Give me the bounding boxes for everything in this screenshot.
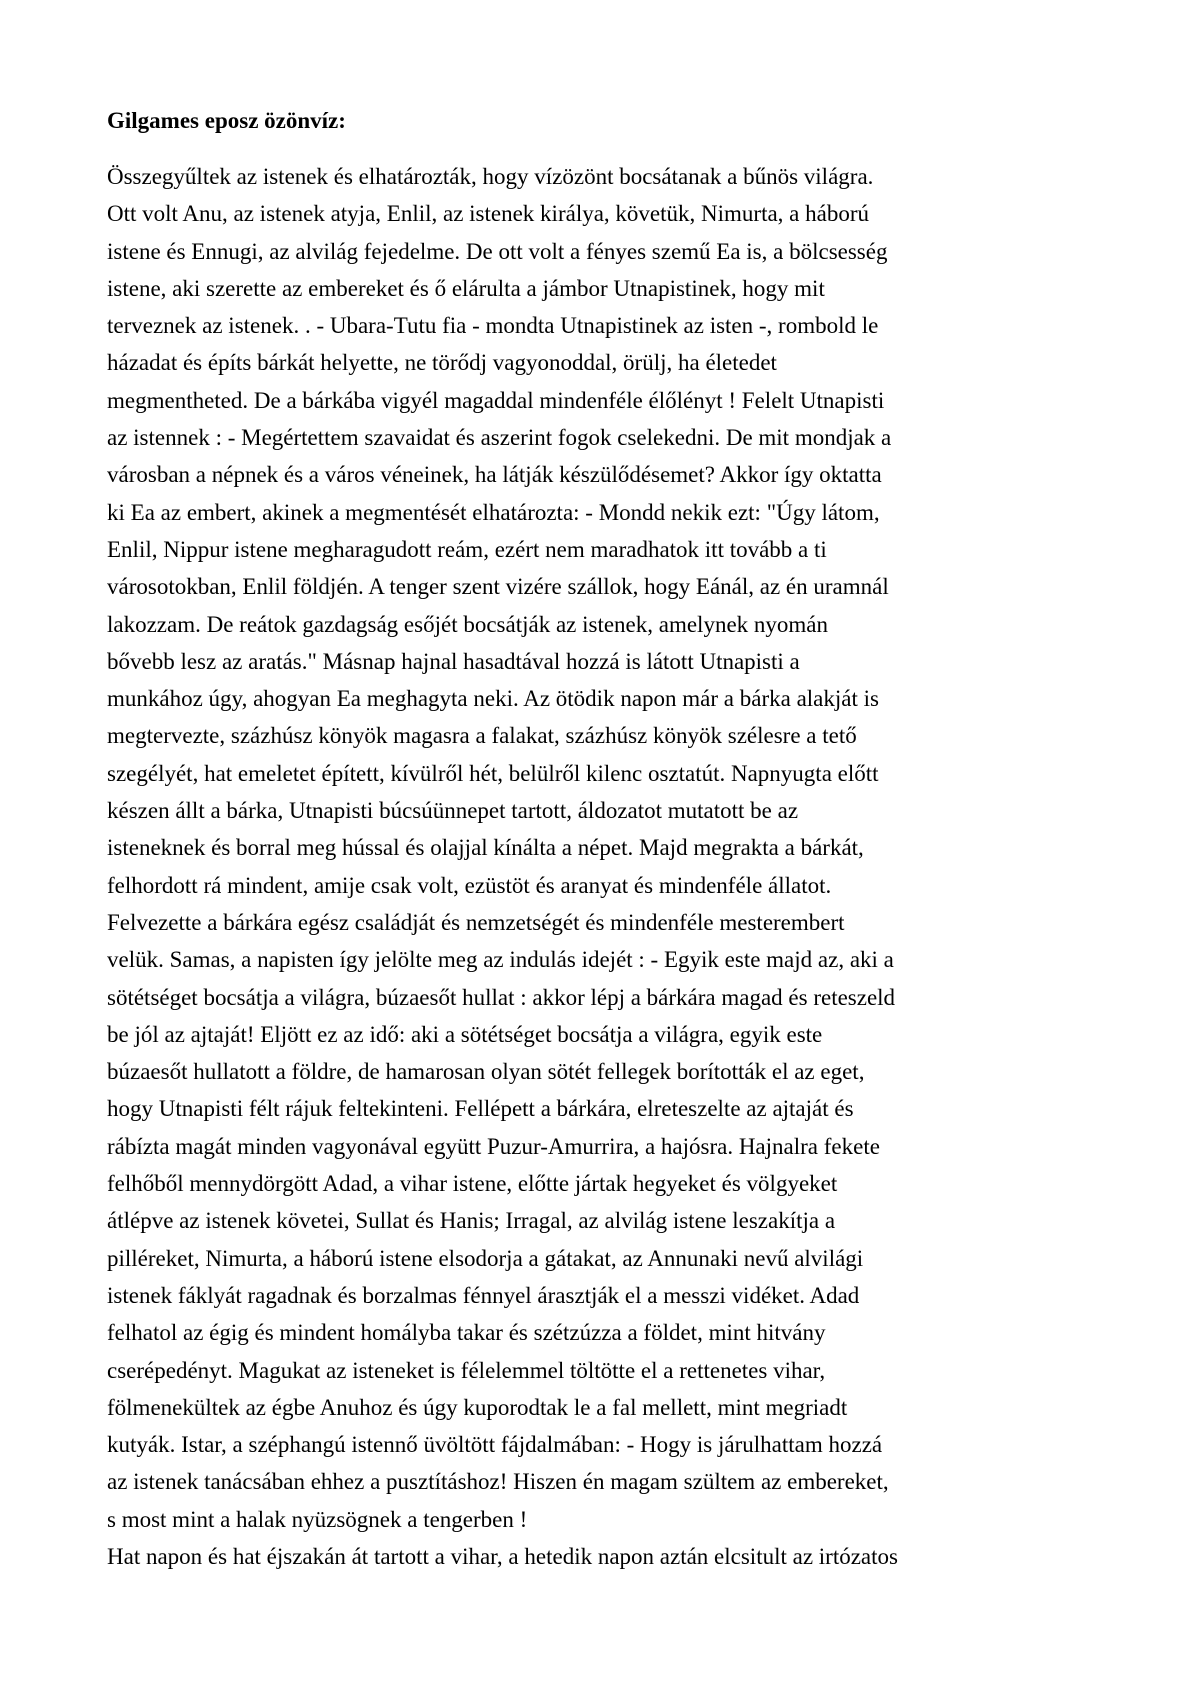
text-line: kutyák. Istar, a széphangú istennő üvöltött fájdalmában: - Hogy is járulhattam hozzá [107,1432,883,1458]
text-line: pilléreket, Nimurta, a háború istene elsodorja a gátakat, az Annunaki nevű alvilági [107,1245,864,1271]
text-line: készen állt a bárka, Utnapisti búcsúünnepet tartott, áldozatot mutatott be az [107,798,799,824]
document-title: Gilgames eposz özönvíz: [107,108,346,133]
text-line: rábízta magát minden vagyonával együtt Puzur-Amurrira, a hajósra. Hajnalra fekete [107,1133,880,1159]
text-line: terveznek az istenek. . - Ubara-Tutu fia - mondta Utnapistinek az isten -, rombold le [107,313,879,339]
text-line: istene, aki szerette az embereket és ő elárulta a jámbor Utnapistinek, hogy mit [107,275,825,301]
text-line: városotokban, Enlil földjén. A tenger szent vizére szállok, hogy Eánál, az én uramnál [107,574,889,600]
text-line: az istennek : - Megértettem szavaidat és aszerint fogok cselekedni. De mit mondjak a [107,425,892,451]
text-line: istene és Ennugi, az alvilág fejedelme. De ott volt a fényes szemű Ea is, a bölcsesség [107,238,888,264]
text-line: s most mint a halak nyüzsögnek a tengerben ! [107,1506,528,1532]
text-line: istenek fáklyát ragadnak és borzalmas fénnyel árasztják el a messzi vidéket. Adad [107,1282,860,1308]
text-line: szegélyét, hat emeletet épített, kívülről hét, belülről kilenc osztatút. Napnyugta előtt [107,760,879,786]
text-line: lakozzam. De reátok gazdagság esőjét bocsátják az istenek, amelynek nyomán [107,611,829,637]
document-content [107,106,1117,1575]
text-line: Összegyűltek az istenek és elhatározták, hogy vízözönt bocsátanak a bűnös világra. [107,164,874,189]
text-line: isteneknek és borral meg hússal és olajjal kínálta a népet. Majd megrakta a bárkát, [107,835,864,861]
text-line: felhőből mennydörgött Adad, a vihar istene, előtte jártak hegyeket és völgyeket [107,1171,838,1197]
text-line: velük. Samas, a napisten így jelölte meg az indulás idejét : - Egyik este majd az, aki a [107,947,894,973]
text-line: cserépedényt. Magukat az isteneket is félelemmel töltötte el a rettenetes vihar, [107,1357,826,1383]
text-line: Ott volt Anu, az istenek atyja, Enlil, az istenek királya, követük, Nimurta, a háború [107,201,869,227]
text-line: búzaesőt hullatott a földre, de hamarosan olyan sötét fellegek borították el az eget, [107,1059,865,1085]
text-line: bővebb lesz az aratás." Másnap hajnal hasadtával hozzá is látott Utnapisti a [107,648,800,674]
text-line: munkához úgy, ahogyan Ea meghagyta neki. Az ötödik napon már a bárka alakját is [107,686,879,712]
text-line: hogy Utnapisti félt rájuk feltekinteni. Fellépett a bárkára, elreteszelte az ajtaját és [107,1096,854,1122]
text-line: átlépve az istenek követei, Sullat és Hanis; Irragal, az alvilág istene leszakítja a [107,1208,836,1234]
text-line: felhordott rá mindent, amije csak volt, ezüstöt és aranyat és mindenféle állatot. [107,872,832,898]
text-line: Enlil, Nippur istene megharagudott reám, ezért nem maradhatok itt tovább a ti [107,536,827,562]
text-line: házadat és építs bárkát helyette, ne törődj vagyonoddal, örülj, ha életedet [107,350,777,376]
text-line: felhatol az égig és mindent homályba takar és szétzúzza a földet, mint hitvány [107,1320,826,1346]
text-line: fölmenekültek az égbe Anuhoz és úgy kuporodtak le a fal mellett, mint megriadt [107,1394,848,1420]
text-line: megmentheted. De a bárkába vigyél magaddal mindenféle élőlényt ! Felelt Utnapisti [107,387,885,413]
document-body [107,158,1117,1575]
text-line: be jól az ajtaját! Eljött ez az idő: aki a sötétséget bocsátja a világra, egyik este [107,1021,823,1047]
text-line: megtervezte, százhúsz könyök magasra a falakat, százhúsz könyök szélesre a tető [107,723,857,749]
text-line: Felvezette a bárkára egész családját és nemzetségét és mindenféle mesterembert [107,909,845,935]
text-line: városban a népnek és a város véneinek, ha látják készülődésemet? Akkor így oktatta [107,462,882,488]
text-line: ki Ea az embert, akinek a megmentését elhatározta: - Mondd nekik ezt: "Úgy látom, [107,499,880,525]
text-line: sötétséget bocsátja a világra, búzaesőt hullat : akkor lépj a bárkára magad és reteszeld [107,984,896,1010]
text-line: Hat napon és hat éjszakán át tartott a vihar, a hetedik napon aztán elcsitult az irtózatos [107,1543,898,1569]
text-line: az istenek tanácsában ehhez a pusztításhoz! Hiszen én magam szültem az embereket, [107,1469,889,1495]
